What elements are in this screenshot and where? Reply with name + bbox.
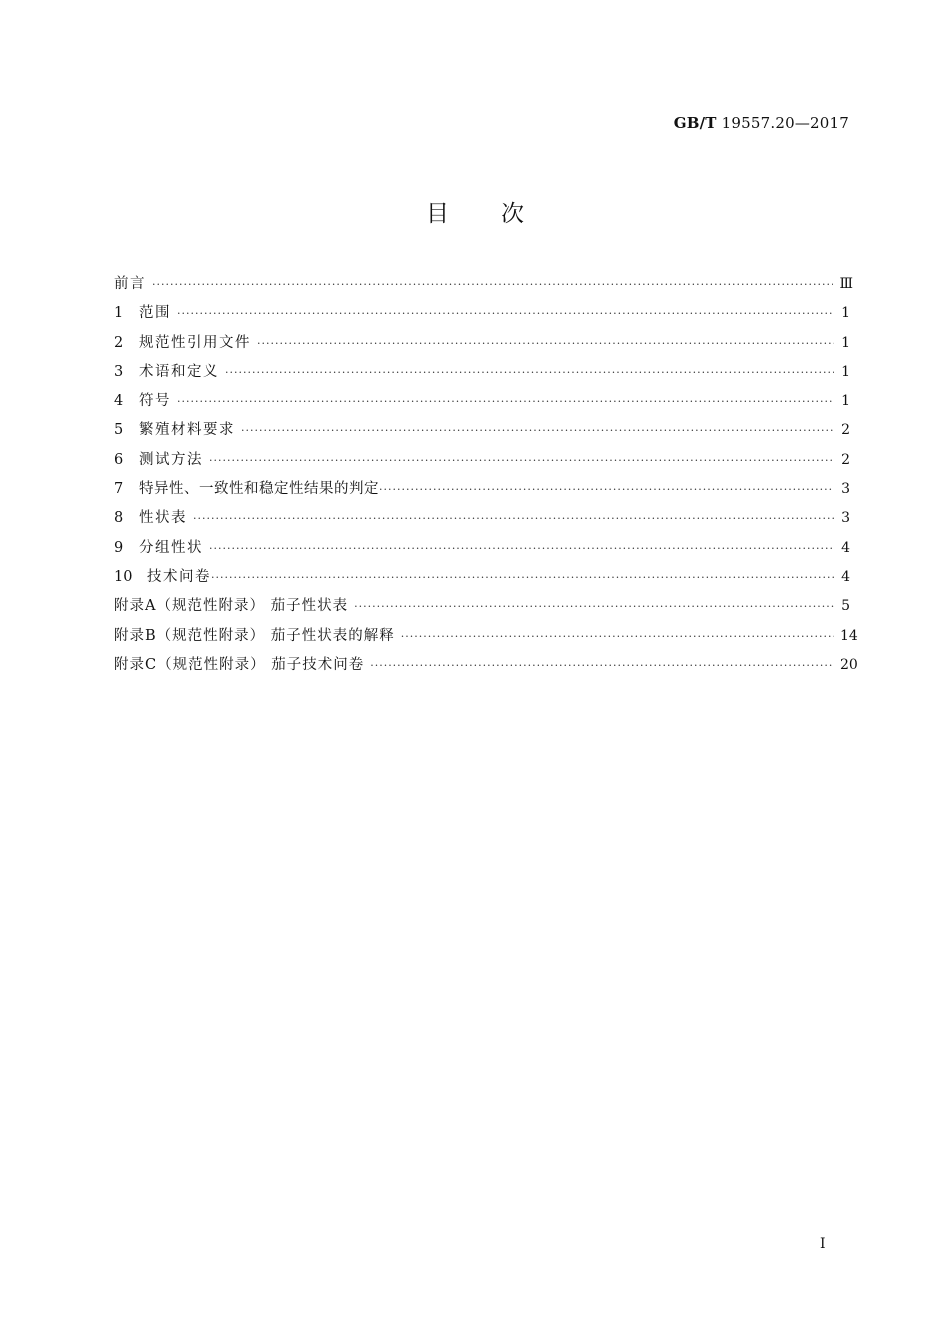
toc-leader-dots	[257, 334, 834, 354]
toc-entry-propagating-material[interactable]	[114, 420, 850, 449]
toc-entry-test-methods[interactable]	[114, 450, 850, 479]
toc-label: 性状表	[139, 510, 187, 527]
toc-page-number: 1	[841, 305, 850, 322]
toc-page-number: 14	[840, 627, 858, 644]
toc-label: 术语和定义	[139, 363, 219, 380]
toc-entry-technical-questionnaire[interactable]	[114, 567, 850, 596]
toc-label: 符号	[139, 393, 171, 410]
toc-label: 规范性引用文件	[139, 334, 251, 351]
toc-leader-dots	[209, 451, 834, 471]
toc-label: 繁殖材料要求	[139, 422, 235, 439]
toc-entry-foreword[interactable]	[114, 274, 853, 303]
toc-leader-dots	[177, 392, 834, 412]
toc-leader-dots	[211, 568, 834, 588]
toc-leader-dots	[370, 656, 834, 676]
toc-entry-terms-definitions[interactable]	[114, 362, 850, 391]
toc-leader-dots	[354, 597, 834, 617]
toc-page-number: 2	[841, 451, 850, 468]
toc-section-number: 4	[114, 393, 124, 410]
toc-entry-annex-a[interactable]	[114, 596, 850, 625]
toc-page-number: 5	[841, 598, 850, 615]
standard-code: 19557.20—2017	[721, 114, 849, 132]
toc-label: 附录A（规范性附录） 茄子性状表	[114, 598, 349, 615]
toc-leader-dots	[193, 509, 834, 529]
toc-page-number: 4	[841, 539, 850, 556]
toc-page-number: 1	[841, 334, 850, 351]
page-title: 目次	[426, 201, 576, 227]
toc-section-number: 7	[114, 481, 124, 498]
toc-entry-normative-references[interactable]	[114, 333, 850, 362]
toc-page-number: 2	[841, 422, 850, 439]
toc-section-number: 8	[114, 510, 124, 527]
toc-label: 分组性状	[139, 539, 203, 556]
toc-label: 技术问卷	[147, 568, 211, 585]
toc-section-number: 3	[114, 363, 124, 380]
standard-prefix: GB/T	[673, 114, 717, 132]
toc-label: 前言	[114, 276, 146, 292]
toc-page-number: 1	[841, 393, 850, 410]
toc-leader-dots	[152, 275, 833, 295]
page-number-footer: I	[820, 1236, 826, 1252]
toc-entry-characteristics-table[interactable]	[114, 508, 850, 537]
toc-page-number: 3	[841, 510, 850, 527]
toc-label: 附录B（规范性附录） 茄子性状表的解释	[114, 627, 395, 644]
toc-section-number: 9	[114, 539, 124, 556]
toc-leader-dots	[225, 363, 834, 383]
toc-section-number: 6	[114, 451, 124, 468]
toc-leader-dots	[401, 627, 834, 647]
toc-page-number: 3	[841, 481, 850, 498]
toc-section-number: 2	[114, 334, 124, 351]
toc-page-number: 20	[840, 656, 858, 673]
toc-page-number: 4	[841, 568, 850, 585]
toc-leader-dots	[209, 539, 834, 559]
toc-label: 范围	[139, 305, 171, 322]
toc-entry-scope[interactable]	[114, 303, 850, 332]
toc-label: 测试方法	[139, 451, 203, 468]
table-of-contents	[114, 274, 858, 684]
toc-leader-dots	[379, 480, 834, 500]
toc-section-number: 10	[114, 568, 133, 585]
toc-entry-grouping-characteristics[interactable]	[114, 538, 850, 567]
toc-section-number: 1	[114, 305, 124, 322]
toc-entry-annex-b[interactable]	[114, 626, 858, 655]
toc-entry-annex-c[interactable]	[114, 655, 858, 684]
toc-section-number: 5	[114, 422, 124, 439]
toc-page-number: 1	[841, 363, 850, 380]
toc-page-number: Ⅲ	[839, 276, 853, 292]
toc-leader-dots	[177, 304, 834, 324]
standard-number	[674, 114, 849, 132]
toc-label: 附录C（规范性附录） 茄子技术问卷	[114, 656, 365, 673]
toc-entry-dus-assessment[interactable]	[114, 479, 850, 508]
toc-label: 特异性、一致性和稳定性结果的判定	[139, 481, 379, 498]
toc-leader-dots	[241, 421, 834, 441]
toc-entry-symbols[interactable]	[114, 391, 850, 420]
